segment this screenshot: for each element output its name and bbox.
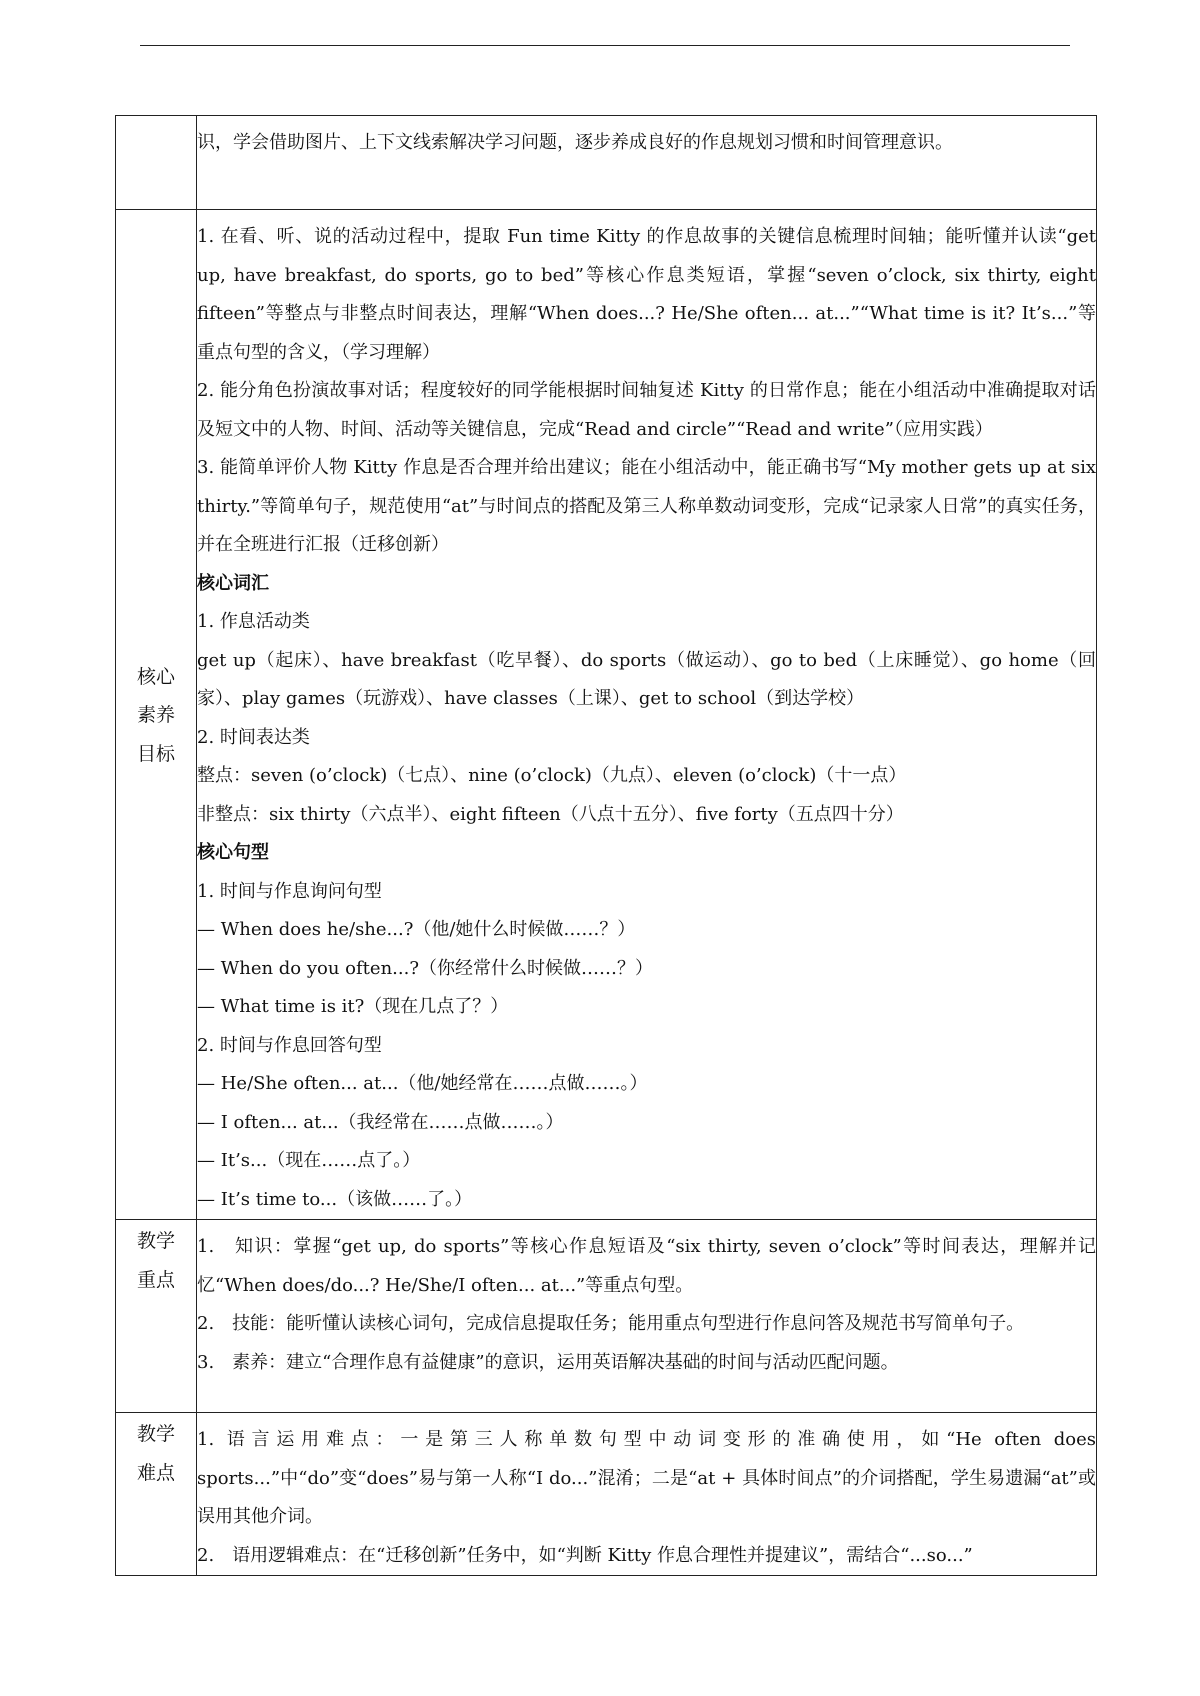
content-line: 整点：seven (o’clock)（七点）、nine (o’clock)（九点）、eleven (o’clock)（十一点） bbox=[197, 765, 907, 786]
content-line: — I often... at...（我经常在……点做……。） bbox=[197, 1111, 564, 1133]
content-line: 1. 在看、听、说的活动过程中，提取 Fun time Kitty 的作息故事的关键信息梳理时间轴；能听懂并认读“get up, have breakfast, do sports, go to bed”等核心作息类短语，掌握“seven o’clock, six thirty, eight fifteen”等整点与非整点时间表达，理解“When does...? He/She often... at...”“What time is it? It’s...”等重点句型的含义，（学习理解） bbox=[197, 226, 1096, 363]
content-line: get up（起床）、have breakfast（吃早餐）、do sports（做运动）、go to bed（上床睡觉）、go home（回家）、play games（玩游戏）、have classes（上课）、get to school（到达学校） bbox=[197, 649, 1096, 709]
header-rule bbox=[140, 45, 1070, 46]
row-label-cell bbox=[116, 210, 197, 1220]
label-line: 教学 bbox=[136, 1423, 175, 1445]
content-line: — What time is it?（现在几点了？） bbox=[197, 996, 509, 1017]
label-line: 重点 bbox=[136, 1268, 175, 1291]
label-line: 教学 bbox=[136, 1230, 175, 1252]
label-line: 素养 bbox=[136, 704, 175, 727]
content-line: 2. 技能：能听懂认读核心词句，完成信息提取任务；能用重点句型进行作息问答及规范书写简单句子。 bbox=[197, 1313, 1025, 1334]
row-label bbox=[116, 656, 196, 774]
table-row bbox=[116, 1413, 1097, 1576]
content-line: 1. 时间与作息询问句型 bbox=[197, 880, 382, 902]
row-label-cell bbox=[116, 1220, 197, 1413]
row-label-cell bbox=[116, 116, 197, 210]
content-line: 2. 时间表达类 bbox=[197, 726, 310, 748]
content-line: — It’s...（现在……点了。） bbox=[197, 1150, 421, 1171]
content-line: — He/She often... at...（他/她经常在……点做……。） bbox=[197, 1073, 648, 1094]
section-heading: 核心词汇 bbox=[197, 572, 269, 594]
label-line: 难点 bbox=[136, 1461, 175, 1484]
table-row bbox=[116, 210, 1097, 1220]
content-line: 2. 时间与作息回答句型 bbox=[197, 1034, 382, 1056]
content-line: 识，学会借助图片、上下文线索解决学习问题，逐步养成良好的作息规划习惯和时间管理意识。 bbox=[197, 132, 953, 153]
content-line: 2. 语用逻辑难点：在“迁移创新”任务中，如“判断 Kitty 作息合理性并提建议”，需结合“...so...” bbox=[197, 1544, 973, 1566]
row-label-cell bbox=[116, 1413, 197, 1576]
content-line: — When do you often...?（你经常什么时候做……？） bbox=[197, 957, 653, 979]
content-line: 1. 知识：掌握“get up, do sports”等核心作息短语及“six thirty, seven o’clock”等时间表达，理解并记忆“When does/do...? He/She/I often... at...”等重点句型。 bbox=[197, 1236, 1096, 1296]
content-line: 3. 素养：建立“合理作息有益健康”的意识，运用英语解决基础的时间与活动匹配问题。 bbox=[197, 1351, 899, 1373]
table-row bbox=[116, 1220, 1097, 1413]
label-line: 目标 bbox=[136, 742, 175, 765]
row-content-cell bbox=[197, 116, 1097, 210]
table-row bbox=[116, 116, 1097, 210]
content-line: — It’s time to...（该做……了。） bbox=[197, 1188, 473, 1210]
content-line: 3. 能简单评价人物 Kitty 作息是否合理并给出建议；能在小组活动中，能正确书写“My mother gets up at six thirty.”等简单句子，规范使用“at”与时间点的搭配及第三人称单数动词变形，完成“记录家人日常”的真实任务，并在全班进行汇报（迁移创新） bbox=[197, 457, 1096, 555]
row-label bbox=[116, 1413, 196, 1492]
content-line: 非整点：six thirty（六点半）、eight fifteen（八点十五分）、five forty（五点四十分） bbox=[197, 803, 904, 825]
row-content-cell bbox=[197, 1413, 1097, 1576]
row-label bbox=[116, 1220, 196, 1299]
label-line: 核心 bbox=[136, 665, 175, 688]
row-content-cell bbox=[197, 210, 1097, 1220]
content-line: 2. 能分角色扮演故事对话；程度较好的同学能根据时间轴复述 Kitty 的日常作息；能在小组活动中准确提取对话及短文中的人物、时间、活动等关键信息，完成“Read and circle”“Read and write”（应用实践） bbox=[197, 380, 1096, 440]
section-heading: 核心句型 bbox=[197, 842, 269, 863]
row-content-cell bbox=[197, 1220, 1097, 1413]
content-line: — When does he/she...?（他/她什么时候做……？） bbox=[197, 919, 636, 940]
content-line: 1. 语言运用难点：一是第三人称单数句型中动词变形的准确使用，如“He often does sports...”中“do”变“does”易与第一人称“I do...”混淆；二是“at + 具体时间点”的介词搭配，学生易遗漏“at”或误用其他介词。 bbox=[197, 1429, 1096, 1527]
lesson-plan-table bbox=[115, 115, 1097, 1576]
content-line: 1. 作息活动类 bbox=[197, 611, 310, 632]
